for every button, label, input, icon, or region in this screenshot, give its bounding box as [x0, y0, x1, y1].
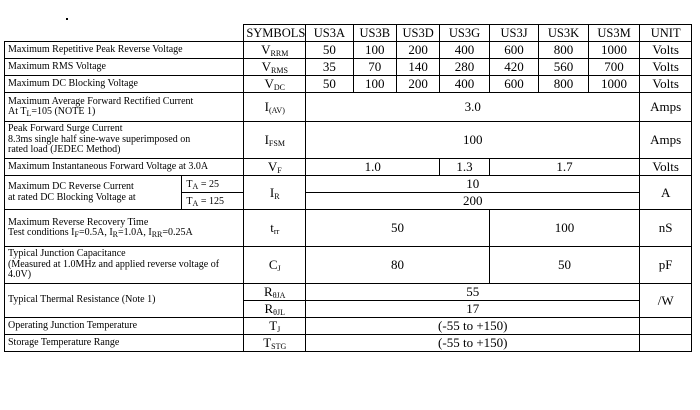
value-cell: 100: [489, 210, 640, 247]
value-cell: 70: [353, 59, 396, 76]
value-cell: 200: [396, 76, 439, 93]
row-trr: [5, 210, 692, 247]
row-tj: [5, 318, 692, 335]
value-cell: 100: [353, 76, 396, 93]
value-cell: 800: [539, 76, 589, 93]
ratings-table: [4, 24, 692, 352]
header-model: US3K: [539, 25, 589, 42]
value-cell: 50: [489, 247, 640, 284]
symbol: $T_{STG}$: [244, 335, 306, 352]
unit-cell: Volts: [640, 59, 692, 76]
value-cell: 200: [396, 42, 439, 59]
unit-cell: A: [640, 176, 692, 210]
header-model: US3J: [489, 25, 539, 42]
header-unit: UNIT: [640, 25, 692, 42]
value-cell: 100: [353, 42, 396, 59]
value-cell: 800: [539, 42, 589, 59]
row-vrms: [5, 59, 692, 76]
param-label: Maximum Repetitive Peak Reverse Voltage: [5, 42, 244, 59]
value-cell: 600: [489, 42, 539, 59]
unit-cell: Amps: [640, 122, 692, 159]
value-cell: 1.0: [306, 159, 440, 176]
condition-cell: $T_A = 25$: [182, 176, 244, 193]
symbol: $I_R$: [244, 176, 306, 210]
value-cell: 420: [489, 59, 539, 76]
header-model: US3B: [353, 25, 396, 42]
param-label: Maximum DC Blocking Voltage: [5, 76, 244, 93]
param-label: Peak Forward Surge Current 8.3ms single half sine-wave superimposed on rated load (JEDEC Method): [5, 122, 244, 159]
row-vdc: [5, 76, 692, 93]
value-cell: 17: [306, 301, 640, 318]
value-cell: 80: [306, 247, 490, 284]
unit-cell: [640, 335, 692, 352]
symbol: $I_{(AV)}$: [244, 93, 306, 122]
unit-cell: pF: [640, 247, 692, 284]
row-cj: [5, 247, 692, 284]
value-cell: 280: [440, 59, 490, 76]
param-label: Maximum RMS Voltage: [5, 59, 244, 76]
header-model: US3A: [306, 25, 353, 42]
row-iav: [5, 93, 692, 122]
param-label: Typical Thermal Resistance (Note 1): [5, 284, 244, 318]
symbol: $V_F$: [244, 159, 306, 176]
value-cell: (-55 to +150): [306, 335, 640, 352]
header-symbols: SYMBOLS: [244, 25, 306, 42]
value-cell: 1000: [588, 42, 640, 59]
unit-cell: [640, 318, 692, 335]
symbol: $R_{\theta JL}$: [244, 301, 306, 318]
value-cell: 55: [306, 284, 640, 301]
unit-cell: Volts: [640, 159, 692, 176]
row-vrrm: [5, 42, 692, 59]
value-cell: 400: [440, 42, 490, 59]
symbol: $V_{DC}$: [244, 76, 306, 93]
value-cell: 1000: [588, 76, 640, 93]
symbol: $I_{FSM}$: [244, 122, 306, 159]
symbol: $T_J$: [244, 318, 306, 335]
stray-mark: [66, 18, 68, 20]
value-cell: 140: [396, 59, 439, 76]
param-label: Storage Temperature Range: [5, 335, 244, 352]
value-cell: 35: [306, 59, 353, 76]
symbol: $C_J$: [244, 247, 306, 284]
header-row: [5, 25, 692, 42]
param-label: Maximum Instantaneous Forward Voltage at 3.0A: [5, 159, 244, 176]
row-tstg: [5, 335, 692, 352]
value-cell: 10: [306, 176, 640, 193]
value-cell: 400: [440, 76, 490, 93]
value-cell: 700: [588, 59, 640, 76]
unit-cell: /W: [640, 284, 692, 318]
unit-cell: Volts: [640, 42, 692, 59]
row-vf: [5, 159, 692, 176]
row-rth-ja: [5, 284, 692, 301]
param-label: Maximum Average Forward Rectified Current At $T_L=105$ (NOTE 1): [5, 93, 244, 122]
value-cell: 1.7: [489, 159, 640, 176]
value-cell: 600: [489, 76, 539, 93]
row-ir-25: [5, 176, 692, 193]
symbol: $t_{rr}$: [244, 210, 306, 247]
value-cell: 50: [306, 42, 353, 59]
value-cell: 50: [306, 76, 353, 93]
value-cell: 3.0: [306, 93, 640, 122]
condition-cell: $T_A = 125$: [182, 193, 244, 210]
value-cell: 100: [306, 122, 640, 159]
unit-cell: Amps: [640, 93, 692, 122]
value-cell: 200: [306, 193, 640, 210]
param-label: Maximum Reverse Recovery Time Test conditions $I_F=0.5A$, $I_R=1.0A$, $I_{RR}=0.25A$: [5, 210, 244, 247]
value-cell: (-55 to +150): [306, 318, 640, 335]
header-model: US3M: [588, 25, 640, 42]
symbol: $V_{RMS}$: [244, 59, 306, 76]
param-label: Operating Junction Temperature: [5, 318, 244, 335]
value-cell: 560: [539, 59, 589, 76]
row-ifsm: [5, 122, 692, 159]
param-label: Typical Junction Capacitance (Measured at 1.0MHz and applied reverse voltage of 4.0V): [5, 247, 244, 284]
value-cell: 1.3: [440, 159, 490, 176]
symbol: $R_{\theta JA}$: [244, 284, 306, 301]
symbol: $V_{RRM}$: [244, 42, 306, 59]
header-model: US3D: [396, 25, 439, 42]
param-label: Maximum DC Reverse Current at rated DC Blocking Voltage at: [5, 176, 182, 210]
unit-cell: nS: [640, 210, 692, 247]
header-model: US3G: [440, 25, 490, 42]
unit-cell: Volts: [640, 76, 692, 93]
header-blank: [5, 25, 244, 42]
value-cell: 50: [306, 210, 490, 247]
